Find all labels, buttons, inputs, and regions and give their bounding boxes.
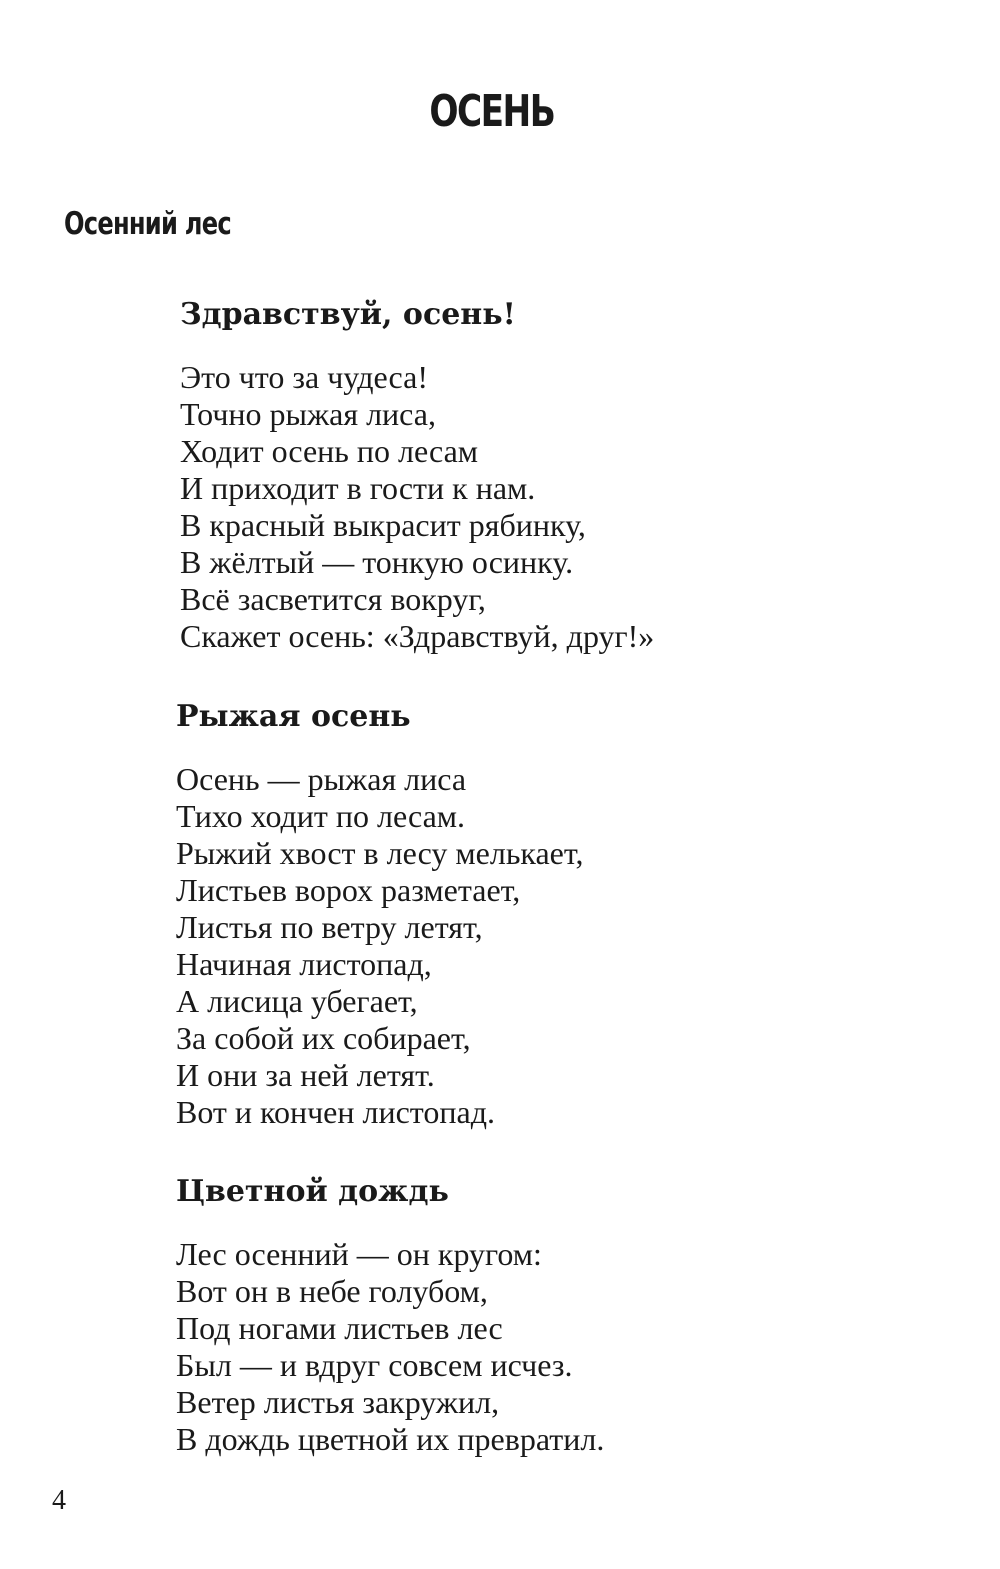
poem-line: В дождь цветной их превратил.	[176, 1421, 605, 1457]
poem-line: Ходит осень по лесам	[180, 433, 479, 469]
poem-title: Цветной дождь	[176, 1174, 449, 1209]
poem-line: В красный выкрасит рябинку,	[180, 507, 586, 543]
page-number: 4	[52, 1485, 66, 1516]
poem-line: Это что за чудеса!	[180, 359, 428, 395]
poem-line: Вот и кончен листопад.	[176, 1094, 495, 1130]
poem-line: И они за ней летят.	[176, 1057, 435, 1093]
poem	[176, 697, 956, 1131]
section-title: Осенний лес	[64, 206, 231, 242]
poem-line: Осень — рыжая лиса	[176, 761, 467, 797]
poem-title: Здравствуй, осень!	[180, 297, 516, 332]
poem-line: Под ногами листьев лес	[176, 1310, 503, 1346]
poem	[176, 1172, 956, 1458]
poem-lines	[176, 1236, 956, 1458]
poem-line: Всё засветится вокруг,	[180, 581, 486, 617]
poem-line: Ветер листья закружил,	[176, 1384, 500, 1420]
chapter-title: ОСЕНЬ	[429, 86, 555, 137]
poem-line: И приходит в гости к нам.	[180, 470, 536, 506]
poem-line: В жёлтый — тонкую осинку.	[180, 544, 574, 580]
poem-line: Точно рыжая лиса,	[180, 396, 436, 432]
poem-line: За собой их собирает,	[176, 1020, 471, 1056]
poem-line: Рыжий хвост в лесу мелькает,	[176, 835, 584, 871]
poem-line: Скажет осень: «Здравствуй, друг!»	[180, 618, 655, 654]
poem	[180, 295, 960, 655]
poem-line: А лисица убегает,	[176, 983, 418, 1019]
poem-line: Вот он в небе голубом,	[176, 1273, 488, 1309]
poem-line: Лес осенний — он кругом:	[176, 1236, 542, 1272]
poem-lines	[180, 359, 960, 655]
poem-line: Листьев ворох разметает,	[176, 872, 521, 908]
poem-line: Начиная листопад,	[176, 946, 432, 982]
poem-line: Листья по ветру летят,	[176, 909, 483, 945]
poem-line: Тихо ходит по лесам.	[176, 798, 466, 834]
poem-title: Рыжая осень	[176, 699, 411, 734]
poem-line: Был — и вдруг совсем исчез.	[176, 1347, 573, 1383]
poem-lines	[176, 761, 956, 1131]
